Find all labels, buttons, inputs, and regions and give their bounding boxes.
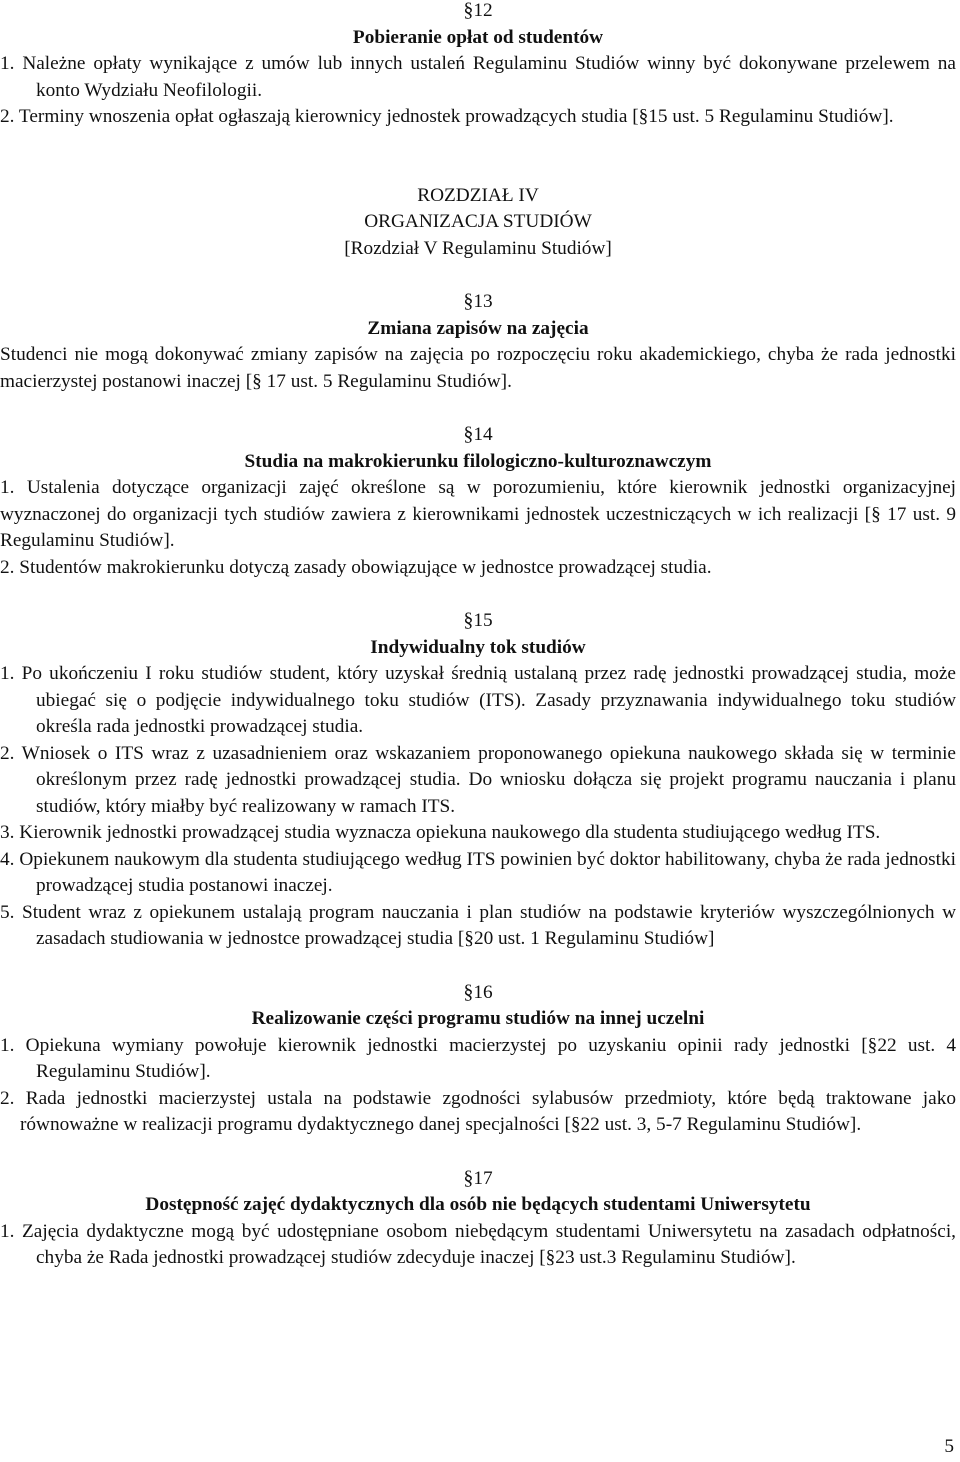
- section-12-number: §12: [463, 0, 493, 21]
- section-14-item-2: 2. Studentów makrokierunku dotyczą zasady obowiązujące w jednostce prowadzącej studia.: [0, 556, 712, 578]
- section-17-title: Dostępność zajęć dydaktycznych dla osób nie będących studentami Uniwersytetu: [145, 1194, 811, 1215]
- section-15-item-1: 1. Po ukończeniu I roku studiów student, który uzyskał średnią ustalaną przez radę jednostki prowadzącej studia, może ubiegać się o podjęcie indywidualnego toku studiów (ITS). Zasady przyznawania indywidualnego toku studiów określa rada jednostki prowadzącej studia.: [0, 663, 956, 737]
- section-15-item-2: 2. Wniosek o ITS wraz z uzasadnieniem oraz wskazaniem proponowanego opiekuna naukowego składa się w terminie określonym przez radę jednostki prowadzącej studia. Do wniosku dołącza się projekt programu nauczania i planu studiów, który miałby być realizowany w ramach ITS.: [0, 742, 956, 817]
- spacer: [0, 953, 956, 979]
- section-13-number: §13: [463, 290, 493, 312]
- page-number: 5: [944, 1436, 954, 1457]
- section-13-text: Studenci nie mogą dokonywać zmiany zapisów na zajęcia po rozpoczęciu roku akademickiego, chyba że rada jednostki macierzystej postanowi inaczej [§ 17 ust. 5 Regulaminu Studiów].: [0, 344, 956, 392]
- section-15-number: §15: [463, 609, 493, 631]
- section-15-item-5: 5. Student wraz z opiekunem ustalają program nauczania i plan studiów na podstawie kryteriów wyszczególnionych w zasadach studiowania w jednostce prowadzącej studia [§20 ust. 1 Regulaminu Studiów]: [0, 901, 956, 949]
- spacer: [0, 131, 956, 183]
- section-15-title: Indywidualny tok studiów: [370, 636, 586, 658]
- spacer: [0, 581, 956, 607]
- chapter-title: ORGANIZACJA STUDIÓW: [364, 211, 592, 232]
- section-14-number: §14: [463, 423, 493, 445]
- section-16-item-1: 1. Opiekuna wymiany powołuje kierownik jednostki macierzystej po uzyskaniu opinii rady jednostki [§22 ust. 4 Regulaminu Studiów].: [0, 1034, 956, 1082]
- section-symbol: §: [463, 0, 474, 21]
- section-15-item-3: 3. Kierownik jednostki prowadzącej studia wyznacza opiekuna naukowego dla studenta studiującego według ITS.: [0, 822, 881, 843]
- spacer: [0, 1139, 956, 1165]
- chapter-label: ROZDZIAŁ IV: [417, 184, 539, 206]
- section-17-number: §17: [463, 1166, 493, 1189]
- spacer: [0, 262, 956, 288]
- chapter-reference: [Rozdział V Regulaminu Studiów]: [344, 237, 612, 259]
- section-17-item-1: 1. Zajęcia dydaktyczne mogą być udostępniane osobom niebędącym studentami Uniwersytetu na zasadach odpłatności, chyba że Rada jednostki prowadzącej studiów zdecyduje inaczej [§23 ust.3 Regulaminu Studiów].: [0, 1220, 956, 1268]
- section-16-item-2: 2. Rada jednostki macierzystej ustala na podstawie zgodności sylabusów przedmioty, które będą traktowane jako równoważne w realizacji programu dydaktycznego danej specjalności [§22 ust. 3, 5-7 Regulaminu Studiów].: [0, 1087, 956, 1135]
- section-12-item-2: 2. Terminy wnoszenia opłat ogłaszają kierownicy jednostek prowadzących studia [§15 ust. 5 Regulaminu Studiów].: [0, 106, 894, 127]
- section-16-title: Realizowanie części programu studiów na innej uczelni: [251, 1008, 705, 1029]
- section-13-title: Zmiana zapisów na zajęcia: [367, 317, 589, 339]
- section-14-item-1: 1. Ustalenia dotyczące organizacji zajęć określone są w porozumieniu, które kierownik jednostki organizacyjnej wyznaczonej do organizacji tych studiów zawiera z kierownikami jednostek uczestniczących w ich realizacji [§ 17 ust. 9 Regulaminu Studiów].: [0, 477, 956, 551]
- section-12-title: Pobieranie opłat od studentów: [352, 26, 604, 48]
- section-15-item-4: 4. Opiekunem naukowym dla studenta studiującego według ITS powinien być doktor habilitowany, chyba że rada jednostki prowadzącej studia postanowi inaczej.: [0, 848, 956, 896]
- section-14-title: Studia na makrokierunku filologiczno-kulturoznawczym: [244, 450, 712, 472]
- section-12-item-1: 1. Należne opłaty wynikające z umów lub innych ustaleń Regulaminu Studiów winny być dokonywane przelewem na konto Wydziału Neofilologii.: [0, 53, 956, 101]
- spacer: [0, 395, 956, 421]
- section-16-number: §16: [463, 980, 493, 1003]
